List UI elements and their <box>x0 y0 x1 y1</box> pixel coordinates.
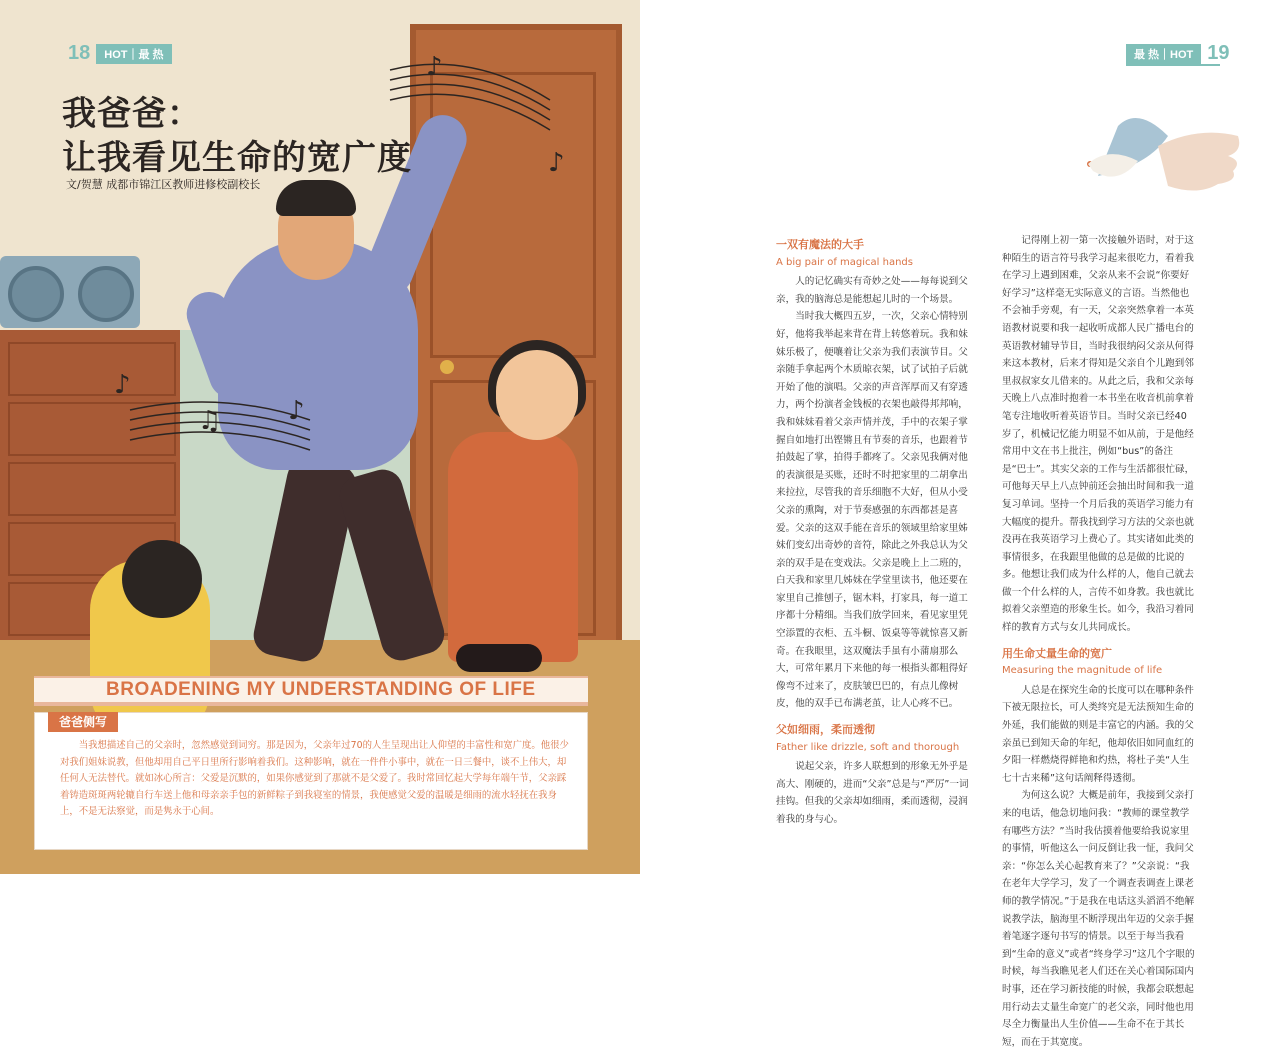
article-title <box>62 92 412 180</box>
header-rule <box>1126 64 1220 66</box>
paragraph: 说起父亲，许多人联想到的形象无外乎是高大、刚硬的，进而“父亲”总是与“严厉”一词挂钩。但我的父亲却如细雨，柔而透彻，浸润着我的身与心。 <box>776 761 969 825</box>
section-heading: 用生命丈量生命的宽广 <box>1002 646 1112 660</box>
music-note-icon: ♪ <box>288 396 305 426</box>
profile-text: 当我想描述自己的父亲时，忽然感觉到词穷。那是因为，父亲年过70的人生呈现出让人仰望的丰富性和宽广度。他很少对我们姐妹说教，但他却用自己平日里所行影响着我们。这种影响，就在一件件小事中，就在一日三餐中，谈不上伟大，却任何人无法替代。就如冰心所言：父爱是沉默的，如果你感觉到了那就不是父爱了。我时常回忆起大学每年端午节，父亲踩着铸造斑斑两轮辘自行车送上他和母亲亲手包的新鲜粽子到我寝室的情景，我便感觉父爱的温暖是细雨的流水轻抚在我身上，不是无法察觉，而是隽永于心间。 <box>60 740 569 818</box>
paragraph: 人的记忆确实有奇妙之处——每每说到父亲，我的脑海总是能想起儿时的一个场景。 <box>776 276 968 305</box>
title-line: 我爸爸： <box>62 95 202 133</box>
section-subheading: Measuring the magnitude of life <box>1002 665 1163 677</box>
section-tag: HOT｜最 热 <box>96 44 171 64</box>
page-number: 18 <box>68 42 91 64</box>
paragraph: 为何这么说？大概是前年，我接到父亲打来的电话，他急切地问我：“教师的课堂教学有哪些方法？”当时我估摸着他要给我说家里的事情，听他这么一问反倒让我一怔，我问父亲：“你怎么关心起教育来了？”父亲说：“我在老年大学学习，发了一个调查表调查上课老师的教学情况。”于是我在电话这头滔滔不绝解说教学法，脑海里不断浮现出年迈的父亲手握着笔逐字逐句书写的情景。以至于每当我看到“生命的意义”或者“终身学习”这几个字眼的时候，每当我瞧见老人们还在关心着国际国内时事，还在学习新技能的时候，我都会联想起用行动去丈量生命宽广的老父亲，同时他也用尽全力衡量出人生价值——生命不在于其长短，而在于其宽度。 <box>1002 790 1195 1048</box>
section-heading: 父如细雨，柔而透彻 <box>776 723 875 737</box>
illustration-door-knob <box>440 360 454 374</box>
music-note-icon: ♪ <box>114 370 131 400</box>
section-tag: 最 热｜HOT <box>1126 44 1201 64</box>
section-subheading: A big pair of magical hands <box>776 256 913 268</box>
profile-label: 爸爸侧写 <box>48 712 118 732</box>
illustration-father-hair <box>276 180 356 216</box>
music-note-icon: ♪ <box>548 148 565 178</box>
text-column-1 <box>776 232 970 829</box>
music-note-icon: ♫ <box>198 406 222 436</box>
banner-rule <box>34 702 588 706</box>
illustration-speaker <box>78 266 134 322</box>
page-number: 19 <box>1207 42 1230 64</box>
paragraph: 人总是在探究生命的长度可以在哪种条件下被无限拉长，可人类终究是无法预知生命的外延，我们能做的则是丰富它的内涵。我的父亲虽已到知天命的年纪，他却依旧如同血红的夕阳一样燃烧得鲜艳和灼热，将杜子美“人生七十古来稀”这句话阐释得透彻。 <box>1002 684 1194 784</box>
byline: 文/贺慧 成都市锦江区教师进修校副校长 <box>66 178 261 191</box>
paragraph: 当时我大概四五岁，一次，父亲心情特别好，他将我举起来背在背上转悠着玩。我和妹妹乐极了，便嚷着让父亲为我们表演节目。父亲随手拿起两个木质晾衣架，试了试拍子后就开始了他的演唱。父亲的声音浑厚而又有穿透力，两个扮演者金钱板的衣架也敲得邦邦响，我和妹妹看着父亲声情并茂，手中的衣架子掌握自如地打出铿锵且有节奏的音乐，也跟着节拍鼓起了掌，拍得手都疼了。父亲见我俩对他的表演很是买账，还时不时把家里的二胡拿出来拉拉，尽管我的音乐细胞不大好，但从小受父亲的熏陶，对于节奏感强的东西都甚是喜爱。父亲的这双手能在音乐的领域里给家里姊妹们变幻出奇妙的音符，除此之外我总认为父亲的双手是在变戏法。父亲是晚上上二班的，白天我和家里几姊妹在学堂里读书，他还要在家里自己推刨子，锯木料，打家具，每一道工序都十分精细。当我们放学回来，看见家里凭空添置的衣柜、五斗橱、饭桌等等就惊喜又新奇。在我眼里，这双魔法手虽有小蒲扇那么大，可常年累月下来他的每一根指头都粗得好像弯不过来了，皮肤皱巴巴的，有点儿像树皮，他的双手已布满老茧，让人心疼不已。 <box>776 311 968 710</box>
illustration-speaker <box>8 266 64 322</box>
illustration-child-head <box>122 540 202 618</box>
right-folio <box>1126 42 1230 65</box>
illustration-girl-face <box>496 350 578 440</box>
music-note-icon: ♪ <box>426 52 443 82</box>
hand-dove-illustration <box>1078 106 1248 206</box>
paragraph: 记得刚上初一第一次接触外语时，对于这种陌生的语言符号我学习起来很吃力，看着我在学习上遇到困难，父亲从来不会说“你要好好学习”这样毫无实际意义的言语。当然他也不会袖手旁观，有一天，父亲突然拿着一本英语教材说要和我一起收听成都人民广播电台的英语教材辅导节目，当时我很纳闷父亲从何得来这本教材，后来才得知是父亲自个儿跑到邻里叔叔家女儿借来的。从此之后，我和父亲每天晚上八点准时抱着一本书坐在收音机前拿着笔专注地收听着英语节目。当时父亲已经40岁了，机械记忆能力明显不如从前，于是他经常用中文在书上批注，例如“bus”的备注是“巴士”。其实父亲的工作与生活都很忙碌，可他每天早上八点钟前还会抽出时间和我一道复习单词。坚持一个月后我的英语学习能力有大幅度的提升。帮我找到学习方法的父亲也就没再在我英语学习上费心了。其实诸如此类的事情很多，在我跟里他做的总是做的比说的多。他想让我们成为什么样的人，他自己就去做一个什么样的人，言传不如身教。我也就比拟着父亲塑造的形象生长。如今，我沿习着同样的教育方式与女儿共同成长。 <box>1002 235 1195 634</box>
illustration-girl-dress <box>448 432 578 662</box>
title-line: 让我看见生命的宽广度 <box>62 139 412 177</box>
left-folio <box>68 42 172 65</box>
english-banner: BROADENING MY UNDERSTANDING OF LIFE <box>106 679 536 700</box>
section-subheading: Father like drizzle, soft and thorough <box>776 741 960 753</box>
text-column-2 <box>1002 232 1196 1051</box>
left-page <box>0 0 640 874</box>
illustration-radio <box>0 256 140 328</box>
illustration-father-shoe <box>456 644 542 672</box>
section-heading: 一双有魔法的大手 <box>776 238 864 251</box>
